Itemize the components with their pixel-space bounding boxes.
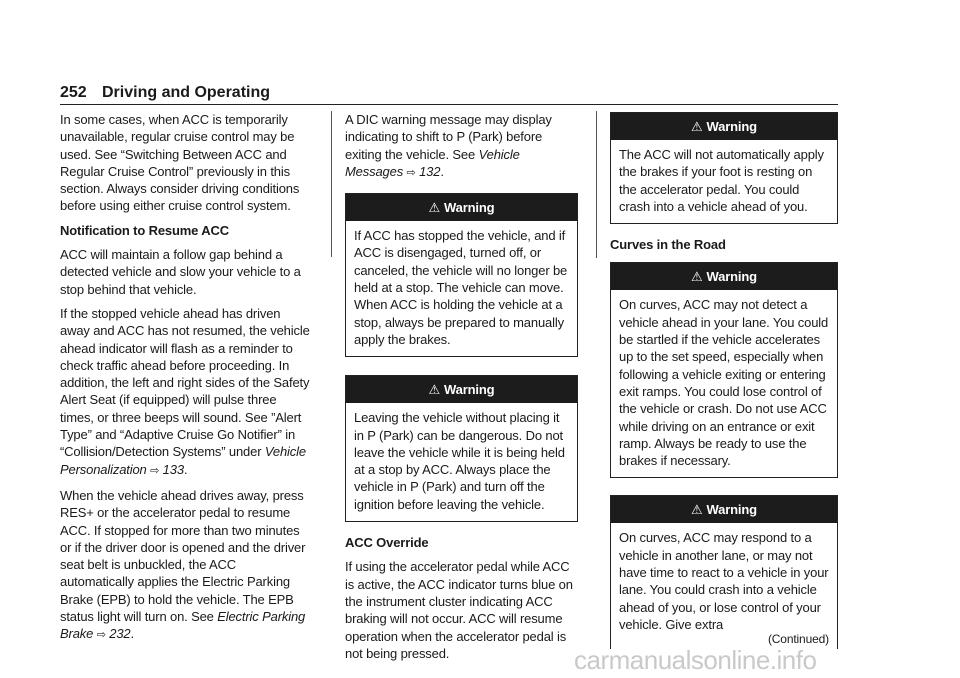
paragraph: If the stopped vehicle ahead has driven away and ACC has not resumed, the vehicle ahead indicator will flash as a reminder to check traffic ahead before proceeding. In addition, the left and right sides of the Safety Alert Seat (if equipped) will pulse three times, or three beeps will sound. See ”Alert Type” and “Adaptive Cruise Go Notifier” in “Collision/Detection Systems” under Vehicle Personalization ⇨ 133. <box>60 305 310 477</box>
paragraph: When the vehicle ahead drives away, press RES+ or the accelerator pedal to resume ACC. If stopped for more than two minutes or if the driver door is opened and the driver seat belt is unbuckled, the ACC automatically applies the Electric Parking Brake (EPB) to hold the vehicle. The EPB status light will turn on. See Electric Parking Brake ⇨ 232. <box>60 487 306 642</box>
warning-text: If ACC has stopped the vehicle, and if ACC is disengaged, turned off, or canceled, the vehicle will no longer be held at a stop. The vehicle can move. When ACC is holding the vehicle at a stop, always be prepared to manually apply the brakes. <box>354 228 568 347</box>
page-number: 252 <box>60 84 87 101</box>
warning-text: The ACC will not automatically apply the brakes if your foot is resting on the accelerator pedal. You could crash into a vehicle ahead of you. <box>619 147 824 214</box>
warning-header: ⚠ Warning <box>346 376 577 403</box>
warning-box <box>345 193 578 357</box>
warning-text: On curves, ACC may not detect a vehicle ahead in your lane. You could be startled if the vehicle accelerates up to the set speed, especially when following a vehicle exiting or entering exit ramps. You could lose control of the vehicle or crash. Do not use ACC while driving on an entrance or exit ramp. Always be ready to use the brakes if necessary. <box>619 297 829 469</box>
warning-header: ⚠ Warning <box>346 194 577 221</box>
warning-triangle-icon: ⚠ <box>428 382 441 398</box>
warning-triangle-icon: ⚠ <box>691 269 703 285</box>
warning-header: ⚠ Warning <box>611 263 837 290</box>
header-rule <box>60 104 838 105</box>
warning-box <box>610 495 838 648</box>
page-reference-arrow-icon: ⇨ <box>96 629 106 642</box>
cross-reference[interactable]: Electric Parking Brake ⇨ 232 <box>60 609 306 642</box>
cross-reference[interactable]: Vehicle Personalization ⇨ 133 <box>60 444 306 477</box>
subheading-resume-acc: Notification to Resume ACC <box>60 222 229 238</box>
warning-text: Leaving the vehicle without placing it in P (Park) can be dangerous. Do not leave the vehicle while it is being held at a stop by ACC. Always place the vehicle in P (Park) and turn off the ignition before leaving the vehicle. <box>354 410 565 512</box>
column-divider-2 <box>596 111 597 258</box>
continued-label: (Continued) <box>767 632 829 647</box>
subheading-acc-override: ACC Override <box>345 535 429 551</box>
warning-text: On curves, ACC may respond to a vehicle in another lane, or may not have time to react to a vehicle in your lane. You could crash into a vehicle ahead of you, or lose control of your vehicle. Give extra (Continued) <box>611 523 837 648</box>
warning-triangle-icon: ⚠ <box>691 502 703 518</box>
warning-box <box>610 262 838 478</box>
paragraph: If using the accelerator pedal while ACC is active, the ACC indicator turns blue on the instrument cluster indicating ACC braking will not occur. ACC will resume operation when the accelerator pedal is not being pressed. <box>345 559 573 661</box>
warning-box <box>345 375 578 522</box>
paragraph: In some cases, when ACC is temporarily unavailable, regular cruise control may be used. See “Switching Between ACC and Regular Cruise Control” previously in this section. Always consider driving conditions before using either cruise control system. <box>60 112 300 214</box>
paragraph: A DIC warning message may display indicating to shift to P (Park) before exiting the vehicle. See Vehicle Messages ⇨ 132. <box>345 112 552 179</box>
page-reference-arrow-icon: ⇨ <box>406 166 416 179</box>
page-reference-arrow-icon: ⇨ <box>150 464 160 477</box>
warning-triangle-icon: ⚠ <box>428 200 441 216</box>
column-3 <box>610 111 838 661</box>
column-1 <box>60 111 312 652</box>
column-2 <box>345 111 578 669</box>
paragraph: ACC will maintain a follow gap behind a detected vehicle and slow your vehicle to a stop behind that vehicle. <box>60 247 301 297</box>
warning-header: ⚠ Warning <box>611 496 837 523</box>
subheading-curves: Curves in the Road <box>610 237 726 253</box>
warning-box <box>610 112 838 224</box>
warning-header: ⚠ Warning <box>611 113 837 140</box>
cross-reference[interactable]: Vehicle Messages ⇨ 132 <box>345 146 520 179</box>
watermark-logo: carmanualsonline.info <box>574 645 817 675</box>
page-header <box>60 84 838 104</box>
column-divider-1 <box>331 111 332 257</box>
warning-triangle-icon: ⚠ <box>691 119 703 134</box>
section-title: Driving and Operating <box>102 84 271 101</box>
